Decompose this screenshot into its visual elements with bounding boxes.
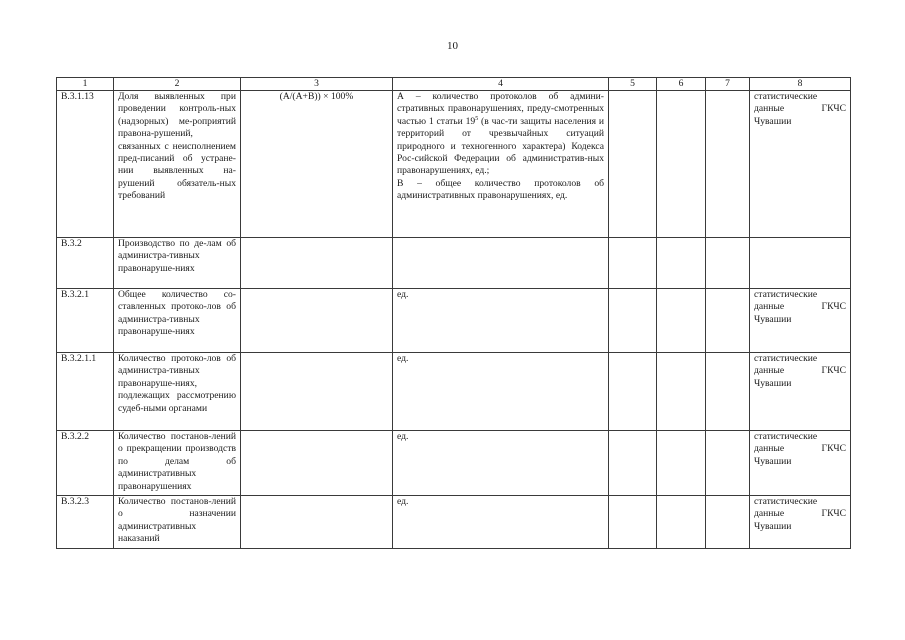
indicators-table — [56, 77, 851, 549]
indicator-formula — [241, 353, 393, 431]
cell-col6 — [657, 431, 706, 496]
column-header: 5 — [609, 78, 657, 91]
cell-col6 — [657, 353, 706, 431]
header-row — [57, 78, 851, 91]
column-header: 2 — [114, 78, 241, 91]
cell-col5 — [609, 238, 657, 289]
cell-col5 — [609, 431, 657, 496]
cell-col6 — [657, 496, 706, 549]
table-row — [57, 91, 851, 238]
table-row — [57, 353, 851, 431]
cell-col6 — [657, 289, 706, 353]
description-text: (в час-ти защиты населения и территорий от чрезвычайных ситуаций природного и техногенного характера) Кодекса Рос-сийской Федерации об административ-ных правонарушениях, ед.; — [397, 115, 604, 177]
description-text: А – количество протоколов об админи-стративных правонарушениях, преду-смотренных частью 1 статьи 19 — [397, 91, 604, 127]
cell-col5 — [609, 496, 657, 549]
indicator-description: ед. — [393, 353, 609, 431]
indicator-code: В.3.2 — [57, 238, 114, 289]
cell-col5 — [609, 289, 657, 353]
indicator-code: В.3.2.1 — [57, 289, 114, 353]
table-row — [57, 496, 851, 549]
indicator-code: В.3.2.1.1 — [57, 353, 114, 431]
indicator-formula — [241, 289, 393, 353]
indicator-description: ед. — [393, 496, 609, 549]
indicator-source: статистические данные ГКЧС Чувашии — [750, 496, 851, 549]
column-header: 7 — [706, 78, 750, 91]
column-header: 1 — [57, 78, 114, 91]
indicator-source: статистические данные ГКЧС Чувашии — [750, 289, 851, 353]
cell-col7 — [706, 238, 750, 289]
cell-col6 — [657, 238, 706, 289]
table-row — [57, 238, 851, 289]
column-header: 6 — [657, 78, 706, 91]
cell-col7 — [706, 91, 750, 238]
cell-col6 — [657, 91, 706, 238]
cell-col7 — [706, 431, 750, 496]
indicator-formula — [241, 496, 393, 549]
indicator-source — [750, 238, 851, 289]
table-row — [57, 289, 851, 353]
indicator-source: статистические данные ГКЧС Чувашии — [750, 91, 851, 238]
indicator-name: Общее количество со-ставленных протоко-лов об администра-тивных правонаруше-ниях — [114, 289, 241, 353]
cell-col7 — [706, 496, 750, 549]
indicator-formula — [241, 238, 393, 289]
cell-col7 — [706, 289, 750, 353]
indicator-code: В.3.1.13 — [57, 91, 114, 238]
table-row — [57, 431, 851, 496]
indicator-description — [393, 91, 609, 238]
column-header: 4 — [393, 78, 609, 91]
cell-col5 — [609, 91, 657, 238]
indicator-description — [393, 238, 609, 289]
description-text: В – общее количество протоколов об административных правонарушениях, ед. — [397, 177, 604, 202]
column-header: 3 — [241, 78, 393, 91]
indicator-name: Количество протоко-лов об администра-тивных правонаруше-ниях, подлежащих рассмотрению судеб-ными органами — [114, 353, 241, 431]
indicator-description: ед. — [393, 431, 609, 496]
page-number: 10 — [447, 40, 458, 52]
indicator-name: Доля выявленных при проведении контроль-ных (надзорных) ме-роприятий правона-рушений, связанных с неисполнением пред-писаний об устране-нии выявленных на-рушений обязатель-ных требований — [114, 91, 241, 238]
indicator-formula — [241, 431, 393, 496]
indicator-source: статистические данные ГКЧС Чувашии — [750, 431, 851, 496]
cell-col5 — [609, 353, 657, 431]
indicator-code: В.3.2.2 — [57, 431, 114, 496]
column-header: 8 — [750, 78, 851, 91]
description-superscript: 5 — [475, 115, 479, 122]
indicator-code: В.3.2.3 — [57, 496, 114, 549]
indicator-source: статистические данные ГКЧС Чувашии — [750, 353, 851, 431]
indicator-name: Количество постанов-лений о назначении административных наказаний — [114, 496, 241, 549]
indicator-name: Производство по де-лам об администра-тивных правонаруше-ниях — [114, 238, 241, 289]
indicator-name: Количество постанов-лений о прекращении производств по делам об административных правонарушениях — [114, 431, 241, 496]
indicator-formula: (А/(А+В)) × 100% — [241, 91, 393, 238]
cell-col7 — [706, 353, 750, 431]
indicator-description: ед. — [393, 289, 609, 353]
